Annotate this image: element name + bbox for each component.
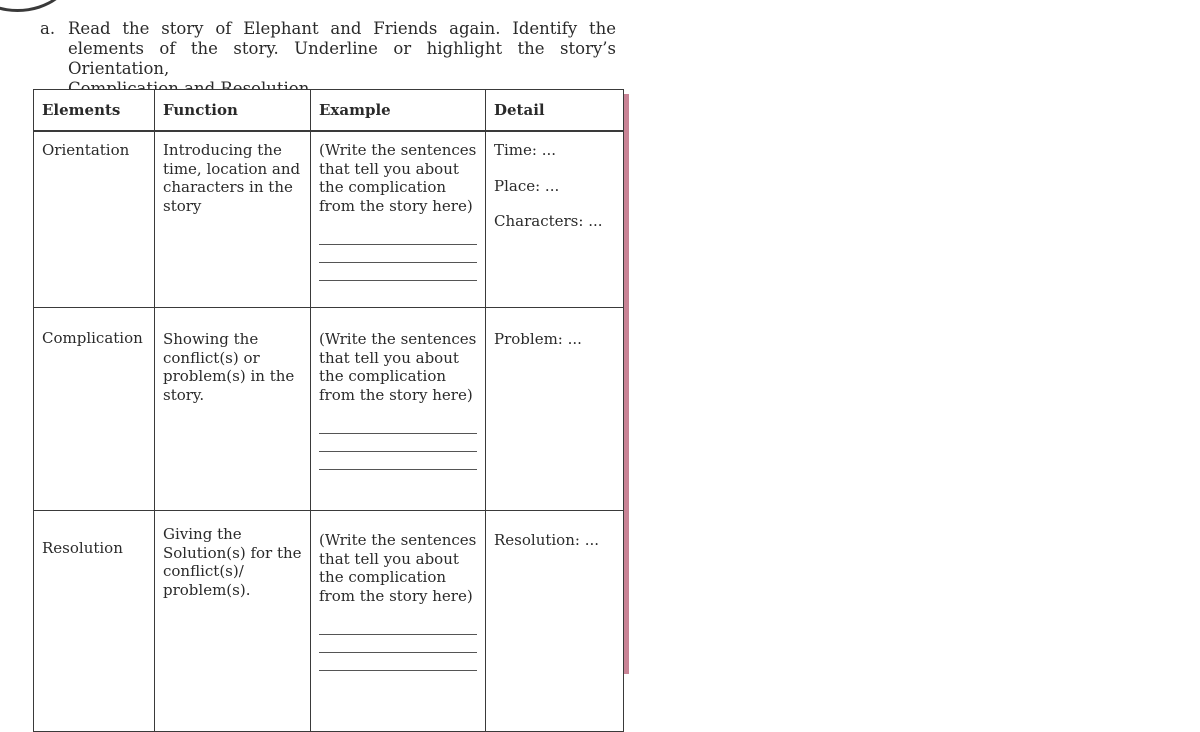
- answer-line[interactable]: [319, 227, 477, 245]
- detail-problem: Problem: ...: [494, 330, 582, 348]
- header-elements: Elements: [34, 90, 155, 132]
- header-function: Function: [155, 90, 311, 132]
- detail-place: Place: ...: [494, 176, 560, 195]
- resolution-element: Resolution: [34, 511, 155, 732]
- resolution-example: [311, 511, 486, 732]
- answer-line[interactable]: [319, 434, 477, 452]
- resolution-function: Giving the Solution(s) for the conflict(s)/ problem(s).: [155, 511, 311, 732]
- orientation-example: [311, 131, 486, 308]
- decorative-circle: [0, 0, 75, 12]
- instruction-text: [68, 19, 616, 99]
- table-row: [34, 131, 624, 308]
- answer-line[interactable]: [319, 653, 477, 671]
- detail-resolution: Resolution: ...: [494, 531, 599, 549]
- orientation-element: Orientation: [34, 131, 155, 308]
- header-detail: Detail: [486, 90, 624, 132]
- answer-line[interactable]: [319, 245, 477, 263]
- answer-line[interactable]: [319, 635, 477, 653]
- story-elements-table: [33, 89, 624, 732]
- complication-answer-lines[interactable]: [319, 416, 477, 470]
- orientation-detail: [486, 131, 624, 308]
- resolution-detail: [486, 511, 624, 732]
- answer-line[interactable]: [319, 263, 477, 281]
- header-example: Example: [311, 90, 486, 132]
- orientation-answer-lines[interactable]: [319, 227, 477, 281]
- instruction-marker: a.: [40, 19, 56, 38]
- table-header-row: [34, 90, 624, 132]
- orientation-example-text: (Write the sentences that tell you about the complication from the story here): [319, 141, 477, 215]
- orientation-function: Introducing the time, location and characters in the story: [155, 131, 311, 308]
- table-row: [34, 308, 624, 511]
- instruction: [40, 19, 616, 99]
- detail-characters: Characters: ...: [494, 212, 603, 230]
- answer-line[interactable]: [319, 617, 477, 635]
- complication-function: Showing the conflict(s) or problem(s) in the story.: [155, 308, 311, 511]
- complication-detail: [486, 308, 624, 511]
- answer-line[interactable]: [319, 416, 477, 434]
- detail-time: Time: ...: [494, 141, 557, 159]
- complication-example: [311, 308, 486, 511]
- answer-line[interactable]: [319, 452, 477, 470]
- resolution-answer-lines[interactable]: [319, 617, 477, 671]
- complication-element: Complication: [34, 308, 155, 511]
- complication-example-text: (Write the sentences that tell you about the complication from the story here): [319, 330, 477, 404]
- resolution-example-text: (Write the sentences that tell you about the complication from the story here): [319, 531, 477, 605]
- table-row: [34, 511, 624, 732]
- instruction-text-main: Read the story of Elephant and Friends again. Identify the elements of the story. Underline or highlight the story’s Orientation,: [68, 19, 616, 78]
